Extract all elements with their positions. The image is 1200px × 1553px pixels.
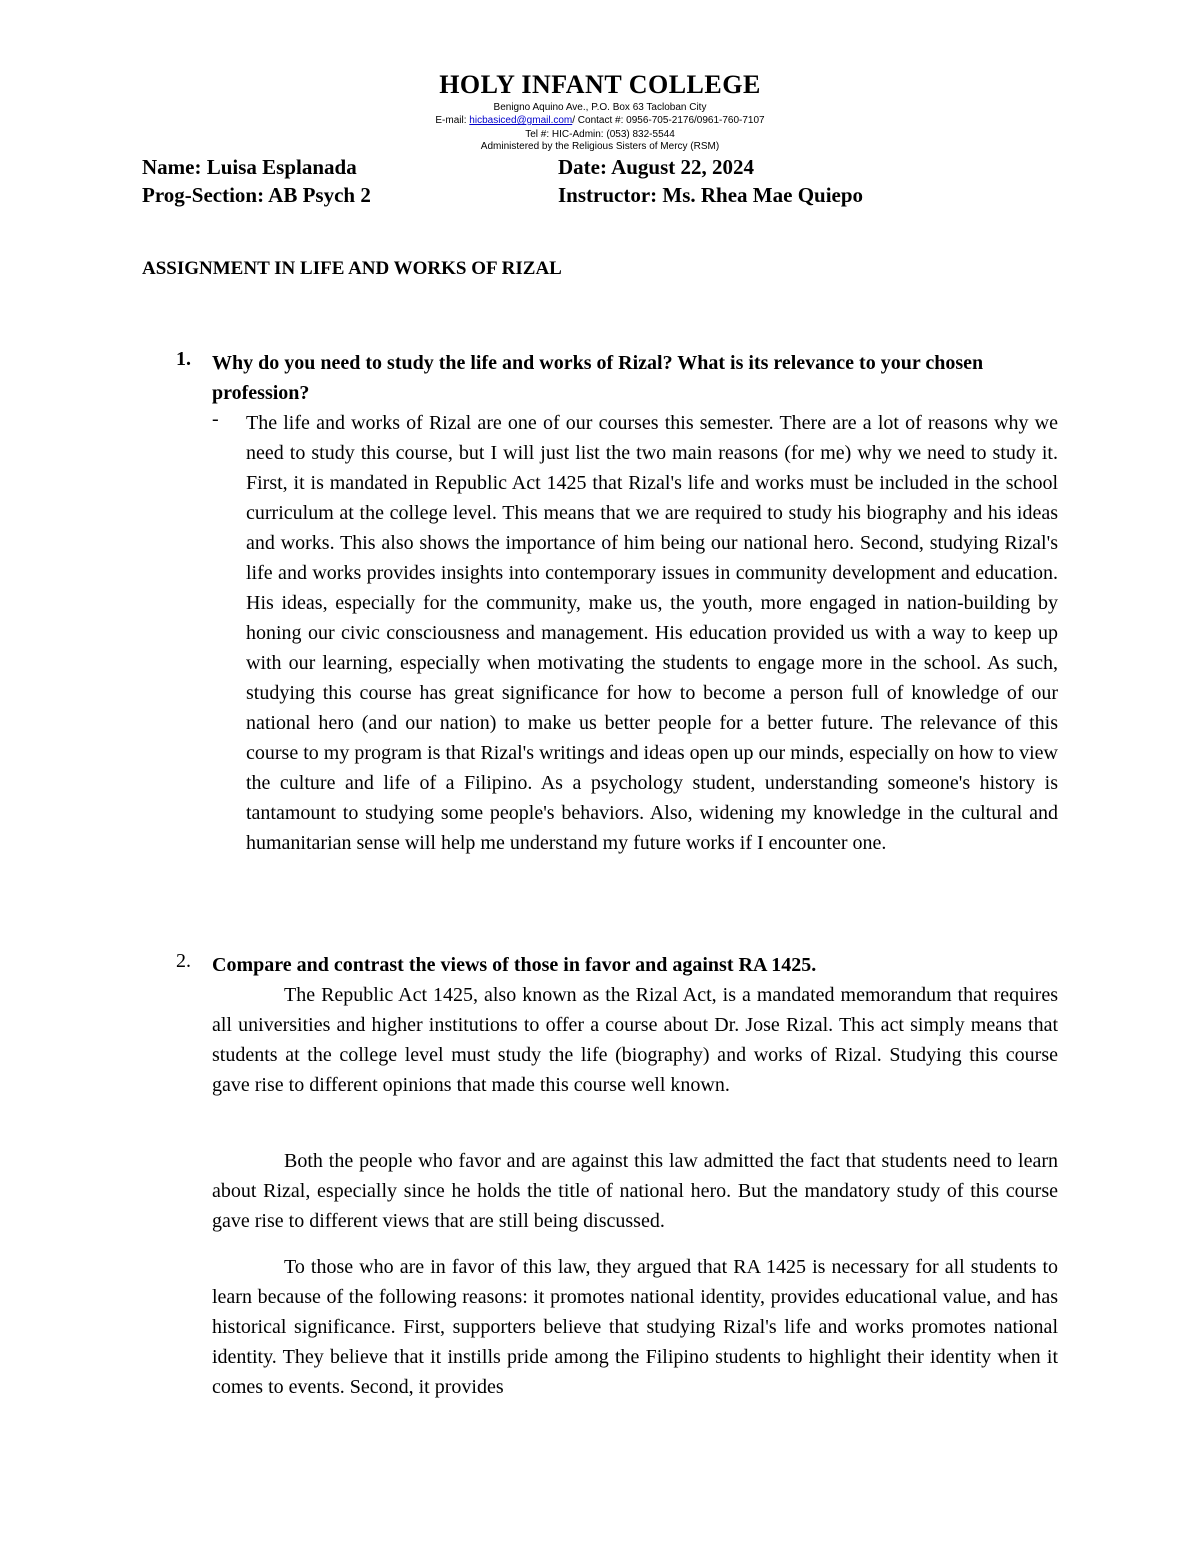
college-telephone: Tel #: HIC-Admin: (053) 832-5544 (525, 129, 675, 140)
email-label: E-mail: (435, 115, 470, 126)
answer-paragraph: The life and works of Rizal are one of our courses this semester. There are a lot of reasons why we need to study this course, but I will just list the two main reasons (for me) why we need to study it. First, it is mandated in Republic Act 1425 that Rizal's life and works must be included in the school curriculum at the college level. This means that we are required to study his biography and his ideas and works. This also shows the importance of him being our national hero. Second, studying Rizal's life and works provides insights into contemporary issues in community development and education. His ideas, especially for the community, make us, the youth, more engaged in nation-building by honing our civic consciousness and management. His education provided us with a way to keep up with our learning, especially when motivating the students to engage more in the school. As such, studying this course has great significance for how to become a person full of knowledge of our national hero (and our nation) to make us better people for a better future. The relevance of this course to my program is that Rizal's writings and ideas open up our minds, especially on how to view the culture and life of a Filipino. As a psychology student, understanding someone's history is tantamount to studying some people's behaviors. Also, widening my knowledge in the cultural and humanitarian sense will help me understand my future works if I encounter one. (246, 412, 1058, 854)
college-address: Benigno Aquino Ave., P.O. Box 63 Tacloban City (493, 102, 707, 113)
question-number: 1. (176, 348, 191, 370)
program-section: Prog-Section: AB Psych 2 (142, 183, 371, 207)
bullet-dash: - (212, 408, 219, 430)
college-administered-by: Administered by the Religious Sisters of Mercy (RSM) (480, 141, 720, 152)
college-name: HOLY INFANT COLLEGE (439, 70, 761, 99)
answer-paragraph: To those who are in favor of this law, they argued that RA 1425 is necessary for all students to learn because of the following reasons: it promotes national identity, provides educational value, and has historical significance. First, supporters believe that studying Rizal's life and works promotes national identity. They believe that it instills pride among the Filipino students to highlight their identity when it comes to events. Second, it provides (212, 1256, 1058, 1398)
answer-paragraph: Both the people who favor and are against this law admitted the fact that students need to learn about Rizal, especially since he holds the title of national hero. But the mandatory study of this course gave rise to different views that are still being discussed. (212, 1150, 1058, 1232)
email-link[interactable]: hicbasiced@gmail.com (469, 115, 573, 126)
question-number: 2. (176, 950, 191, 972)
instructor-name: Instructor: Ms. Rhea Mae Quiepo (558, 183, 864, 207)
question-text: Compare and contrast the views of those in favor and against RA 1425. (212, 954, 817, 976)
assignment-title: ASSIGNMENT IN LIFE AND WORKS OF RIZAL (142, 258, 562, 279)
student-name: Name: Luisa Esplanada (142, 155, 357, 179)
college-contact-line (0, 115, 1200, 127)
contact-numbers: / Contact #: 0956-705-2176/0961-760-7107 (572, 115, 765, 126)
assignment-date: Date: August 22, 2024 (558, 155, 755, 179)
question-text: Why do you need to study the life and works of Rizal? What is its relevance to your chosen profession? (212, 352, 984, 404)
answer-paragraph: The Republic Act 1425, also known as the Rizal Act, is a mandated memorandum that requires all universities and higher institutions to offer a course about Dr. Jose Rizal. This act simply means that students at the college level must study the life (biography) and works of Rizal. Studying this course gave rise to different opinions that made this course well known. (212, 984, 1058, 1096)
